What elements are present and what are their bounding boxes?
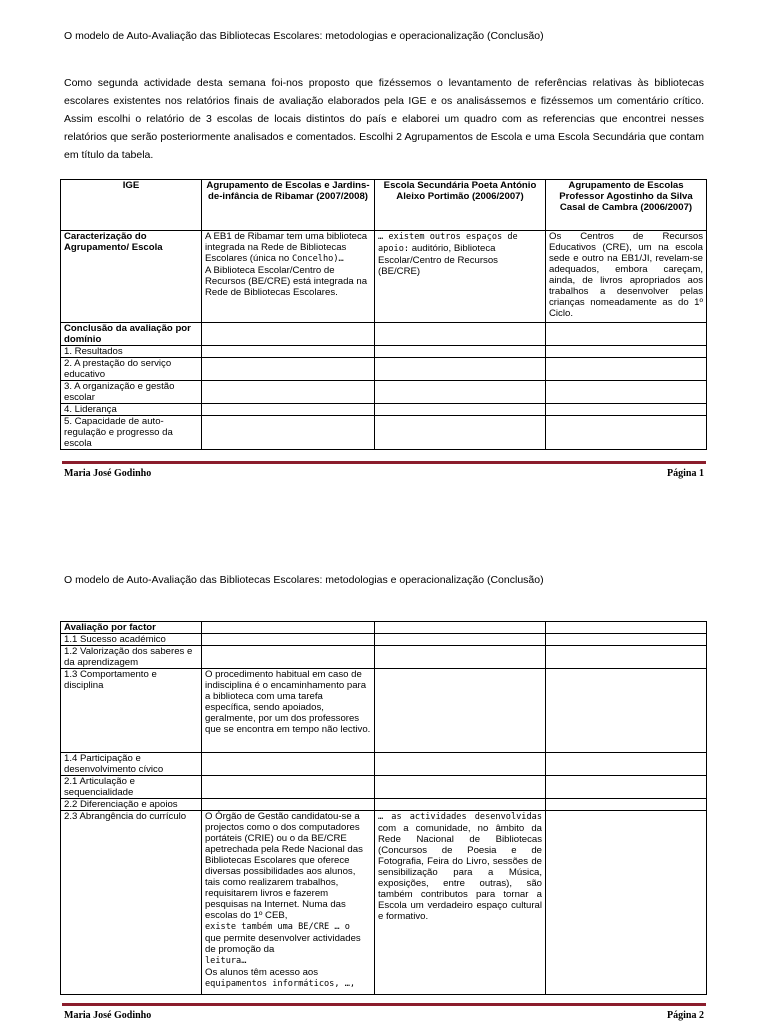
cell-caracterizacao-portimao — [375, 231, 546, 323]
footer-page-number: Página 2 — [667, 1010, 704, 1021]
table-row — [61, 346, 707, 358]
cell-text: leitura… — [205, 956, 247, 966]
cell-abrangencia-ribamar — [202, 811, 375, 995]
cell-text: auditório, Biblioteca Escolar/Centro de Recursos (BE/CRE) — [378, 243, 498, 277]
cell-text: Concelho)… — [291, 254, 344, 264]
cell-text: O Órgão de Gestão candidatou-se a projectos como o dos computadores portáteis (CRIE) ou o da BE/CRE apetrechada pela Rede Nacional das Bibliotecas Escolares que oferece diversas possibilidades aos alunos, tais como realizarem trabalhos, requisitarem livros e fazerem pesquisas na Internet. Numa das escolas do 1º CEB, — [205, 811, 363, 921]
row-label: 3. A organização e gestão escolar — [61, 381, 202, 404]
table-row — [61, 646, 707, 669]
page2-footer — [64, 1010, 704, 1021]
row-label: 2.1 Articulação e sequencialidade — [61, 776, 202, 799]
table-row — [61, 669, 707, 753]
cell-abrangencia-portimao — [375, 811, 546, 995]
table-row — [61, 404, 707, 416]
cell-text: Os alunos têm acesso aos — [205, 967, 319, 978]
table-row — [61, 416, 707, 450]
factor-table-title: Avaliação por factor — [61, 622, 202, 634]
table-row — [61, 776, 707, 799]
footer-author: Maria José Godinho — [64, 468, 152, 479]
cell-text: que permite desenvolver actividades de promoção da — [205, 933, 361, 955]
header-ige: IGE — [61, 180, 202, 231]
table-row — [61, 381, 707, 404]
page1-header: O modelo de Auto-Avaliação das Bibliotecas Escolares: metodologias e operacionalização (Conclusão) — [64, 30, 544, 42]
table-row — [61, 231, 707, 323]
row-label: 1.1 Sucesso académico — [61, 634, 202, 646]
cell-text: … existem outros espaços de apoio: — [378, 232, 518, 254]
row-label: 2.2 Diferenciação e apoios — [61, 799, 202, 811]
page1-footer — [64, 468, 704, 479]
cell-text: existe também uma BE/CRE … o — [205, 922, 350, 932]
row-label: 4. Liderança — [61, 404, 202, 416]
row-label-caracterizacao: Caracterização do Agrupamento/ Escola — [61, 231, 202, 323]
header-casal-de-cambra: Agrupamento de Escolas Professor Agostinho da Silva Casal de Cambra (2006/2007) — [546, 180, 707, 231]
table-row — [61, 622, 707, 634]
cell-text: A EB1 de Ribamar tem uma biblioteca integrada na Rede de Bibliotecas Escolares (única no — [205, 231, 368, 264]
row-label: 1.2 Valorização dos saberes e da aprendizagem — [61, 646, 202, 669]
table-row — [61, 753, 707, 776]
row-label: 1.3 Comportamento e disciplina — [61, 669, 202, 753]
cell-text: com a comunidade, no âmbito da Rede Nacional de Bibliotecas (Concursos de Poesia e de Fotografia, Feira do Livro, sessões de sensibilização para a Música, exposições, entre outras), são também contributos para tornar a Escola um verdadeiro espaço cultural e formativo. — [378, 823, 542, 922]
header-portimao: Escola Secundária Poeta António Aleixo Portimão (2006/2007) — [375, 180, 546, 231]
cell-caracterizacao-casal: Os Centros de Recursos Educativos (CRE), um na escola sede e outro na EB1/JI, revelam-se adequados, embora careçam, ainda, de livros apropriados aos trabalhos a desenvolver pelas crianças nomeadamente as do 1º Ciclo. — [546, 231, 707, 323]
row-label: 1.4 Participação e desenvolvimento cívico — [61, 753, 202, 776]
row-label: 2.3 Abrangência do currículo — [61, 811, 202, 995]
cell-comportamento-ribamar: O procedimento habitual em caso de indisciplina é o encaminhamento para a biblioteca com uma tarefa específica, sendo apoiados, geralmente, por um dos professores que se encontra em tempo não lectivo. — [202, 669, 375, 753]
footer-author: Maria José Godinho — [64, 1010, 152, 1021]
table-row — [61, 811, 707, 995]
intro-paragraph: Como segunda actividade desta semana foi-nos proposto que fizéssemos o levantamento de referências relativas às bibliotecas escolares existentes nos relatórios finais de avaliação elaborados pela IGE e os analisássemos e fizéssemos um comentário crítico. Assim escolhi o relatório de 3 escolas de locais distintos do país e elaborei um quadro com as referencias que encontrei nesses relatórios que serão posteriormente analisados e comentados. Escolhi 2 Agrupamentos de Escola e uma Escola Secundária que contam em título da tabela. — [64, 77, 704, 161]
factor-table — [60, 621, 707, 995]
cell-text: A Biblioteca Escolar/Centro de Recursos (BE/CRE) está integrada na Rede de Bibliotecas Escolares. — [205, 265, 368, 298]
row-label: Conclusão da avaliação por domínio — [61, 323, 202, 346]
table-row — [61, 799, 707, 811]
table-row — [61, 358, 707, 381]
row-label: 5. Capacidade de auto-regulação e progresso da escola — [61, 416, 202, 450]
cell-text: … as actividades desenvolvidas — [378, 812, 542, 822]
table-header-row — [61, 180, 707, 231]
references-table — [60, 179, 707, 450]
footer-divider — [62, 1003, 706, 1006]
cell-text: equipamentos informáticos, …, — [205, 979, 356, 989]
row-label: 1. Resultados — [61, 346, 202, 358]
page2-header: O modelo de Auto-Avaliação das Bibliotecas Escolares: metodologias e operacionalização (Conclusão) — [64, 574, 544, 586]
table-row — [61, 323, 707, 346]
cell-caracterizacao-ribamar — [202, 231, 375, 323]
table-row — [61, 634, 707, 646]
header-ribamar: Agrupamento de Escolas e Jardins-de-infância de Ribamar (2007/2008) — [202, 180, 375, 231]
row-label: 2. A prestação do serviço educativo — [61, 358, 202, 381]
footer-divider — [62, 461, 706, 464]
footer-page-number: Página 1 — [667, 468, 704, 479]
